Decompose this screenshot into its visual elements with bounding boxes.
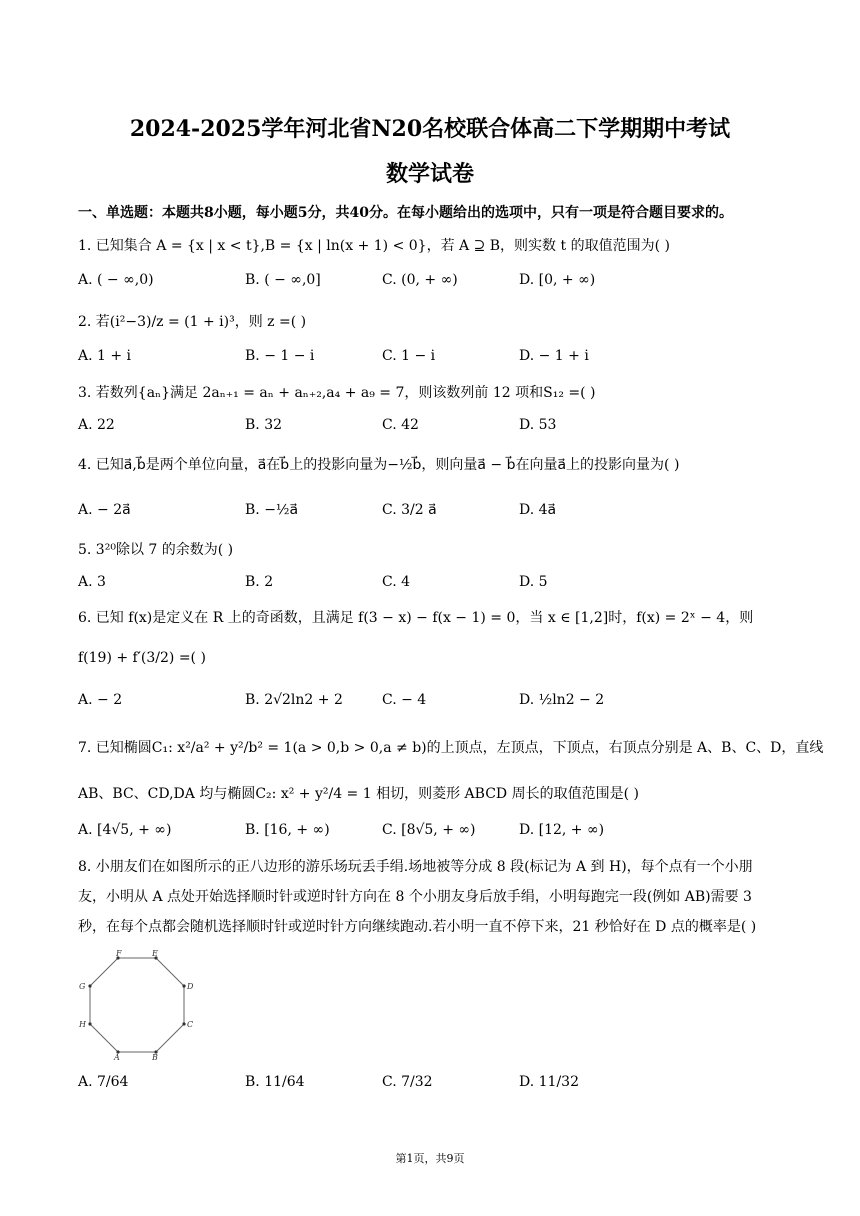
option-d: D. 53: [519, 417, 557, 433]
option-d: D. − 1 + i: [519, 348, 589, 364]
option-c: C. [8√5, + ∞): [382, 822, 476, 838]
option-a: A. 3: [78, 574, 106, 590]
question-2-stem: 2. 若(i²−3)/z = (1 + i)³，则 z =( ): [78, 314, 307, 330]
section-heading: 一、单选题：本题共8小题，每小题5分，共40分。在每小题给出的选项中，只有一项是符合题目要求的。: [78, 205, 733, 221]
option-d: D. [0, + ∞): [519, 272, 596, 288]
option-b: B. [16, + ∞): [245, 822, 330, 838]
option-b: B. −½a⃗: [245, 502, 299, 518]
option-a: A. 7/64: [78, 1074, 129, 1090]
question-7-stem-line2: AB、BC、CD,DA 均与椭圆C₂: x² + y²/4 = 1 相切，则菱形 ABCD 周长的取值范围是( ): [78, 786, 639, 802]
option-a: A. [4√5, + ∞): [78, 822, 172, 838]
option-c: C. (0, + ∞): [382, 272, 458, 288]
vertex-label-a: A: [114, 1053, 120, 1060]
question-4-options: [78, 502, 778, 522]
question-7-stem-line1: 7. 已知椭圆C₁: x²/a² + y²/b² = 1(a > 0,b > 0,a ≠ b)的上顶点，左顶点，下顶点，右顶点分别是 A、B、C、D，直线: [78, 740, 824, 756]
question-1-options: [78, 272, 778, 292]
option-c: C. − 4: [382, 692, 427, 708]
exam-title: 2024-2025学年河北省N20名校联合体高二下学期期中考试: [129, 116, 731, 142]
option-d: D. 11/32: [519, 1074, 579, 1090]
question-6-stem-line2: f(19) + f′(3/2) =( ): [78, 650, 206, 666]
question-5-stem: 5. 3²⁰除以 7 的余数为( ): [78, 542, 234, 558]
option-d: D. ½ln2 − 2: [519, 692, 605, 708]
option-c: C. 42: [382, 417, 419, 433]
option-a: A. − 2: [78, 692, 123, 708]
vertex-label-g: G: [79, 982, 86, 991]
option-b: B. 11/64: [245, 1074, 305, 1090]
question-3-options: [78, 417, 778, 437]
vertex-label-c: C: [187, 1020, 194, 1029]
octagon-shape: [90, 958, 184, 1052]
option-b: B. 2: [245, 574, 274, 590]
question-6-stem-line1: 6. 已知 f(x)是定义在 R 上的奇函数，且满足 f(3 − x) − f(x − 1) = 0，当 x ∈ [1,2]时，f(x) = 2ˣ − 4，则: [78, 610, 754, 626]
question-4-stem: 4. 已知a⃗,b⃗是两个单位向量，a⃗在b⃗上的投影向量为−½b⃗，则向量a⃗ − b⃗在向量a⃗上的投影向量为( ): [78, 457, 680, 473]
option-b: B. − 1 − i: [245, 348, 315, 364]
vertex-label-h: H: [79, 1020, 86, 1029]
question-2-options: [78, 348, 778, 368]
option-d: D. 4a⃗: [519, 502, 557, 518]
option-d: D. 5: [519, 574, 548, 590]
option-d: D. [12, + ∞): [519, 822, 605, 838]
page-footer: 第1页，共9页: [395, 1152, 465, 1165]
question-8-options: [78, 1074, 778, 1094]
vertex-label-f: F: [116, 949, 122, 958]
option-a: A. 22: [78, 417, 115, 433]
question-7-options: [78, 822, 778, 842]
option-b: B. ( − ∞,0]: [245, 272, 321, 288]
question-8-stem: 8. 小朋友们在如图所示的正八边形的游乐场玩丢手绢.场地被等分成 8 段(标记为 A 到 H)，每个点有一个小朋友，小明从 A 点处开始选择顺时针或逆时针方向在 8 个小朋友身后放手绢，小明每跑完一段(例如 AB)需要 3 秒，在每个点都会随机选择顺时针或逆时针方向继续跑动.若小明一直不停下来，21 秒恰好在 D 点的概率是( ): [78, 859, 757, 935]
option-b: B. 32: [245, 417, 283, 433]
exam-subtitle: 数学试卷: [385, 161, 474, 187]
option-c: C. 7/32: [382, 1074, 433, 1090]
question-1-stem: 1. 已知集合 A = {x | x < t},B = {x | ln(x + 1) < 0}，若 A ⊇ B，则实数 t 的取值范围为( ): [78, 238, 670, 254]
octagon-figure: [76, 948, 196, 1060]
option-c: C. 1 − i: [382, 348, 436, 364]
option-b: B. 2√2ln2 + 2: [245, 692, 343, 708]
option-a: A. − 2a⃗: [78, 502, 131, 518]
option-a: A. ( − ∞,0): [78, 272, 154, 288]
option-c: C. 4: [382, 574, 411, 590]
question-5-options: [78, 574, 778, 594]
option-a: A. 1 + i: [78, 348, 132, 364]
vertex-label-b: B: [152, 1053, 158, 1060]
option-c: C. 3/2 a⃗: [382, 502, 437, 518]
vertex-label-d: D: [187, 982, 194, 991]
question-6-options: [78, 692, 778, 712]
question-3-stem: 3. 若数列{aₙ}满足 2aₙ₊₁ = aₙ + aₙ₊₂,a₄ + a₉ = 7，则该数列前 12 项和S₁₂ =( ): [78, 385, 596, 401]
vertex-label-e: E: [152, 949, 158, 958]
